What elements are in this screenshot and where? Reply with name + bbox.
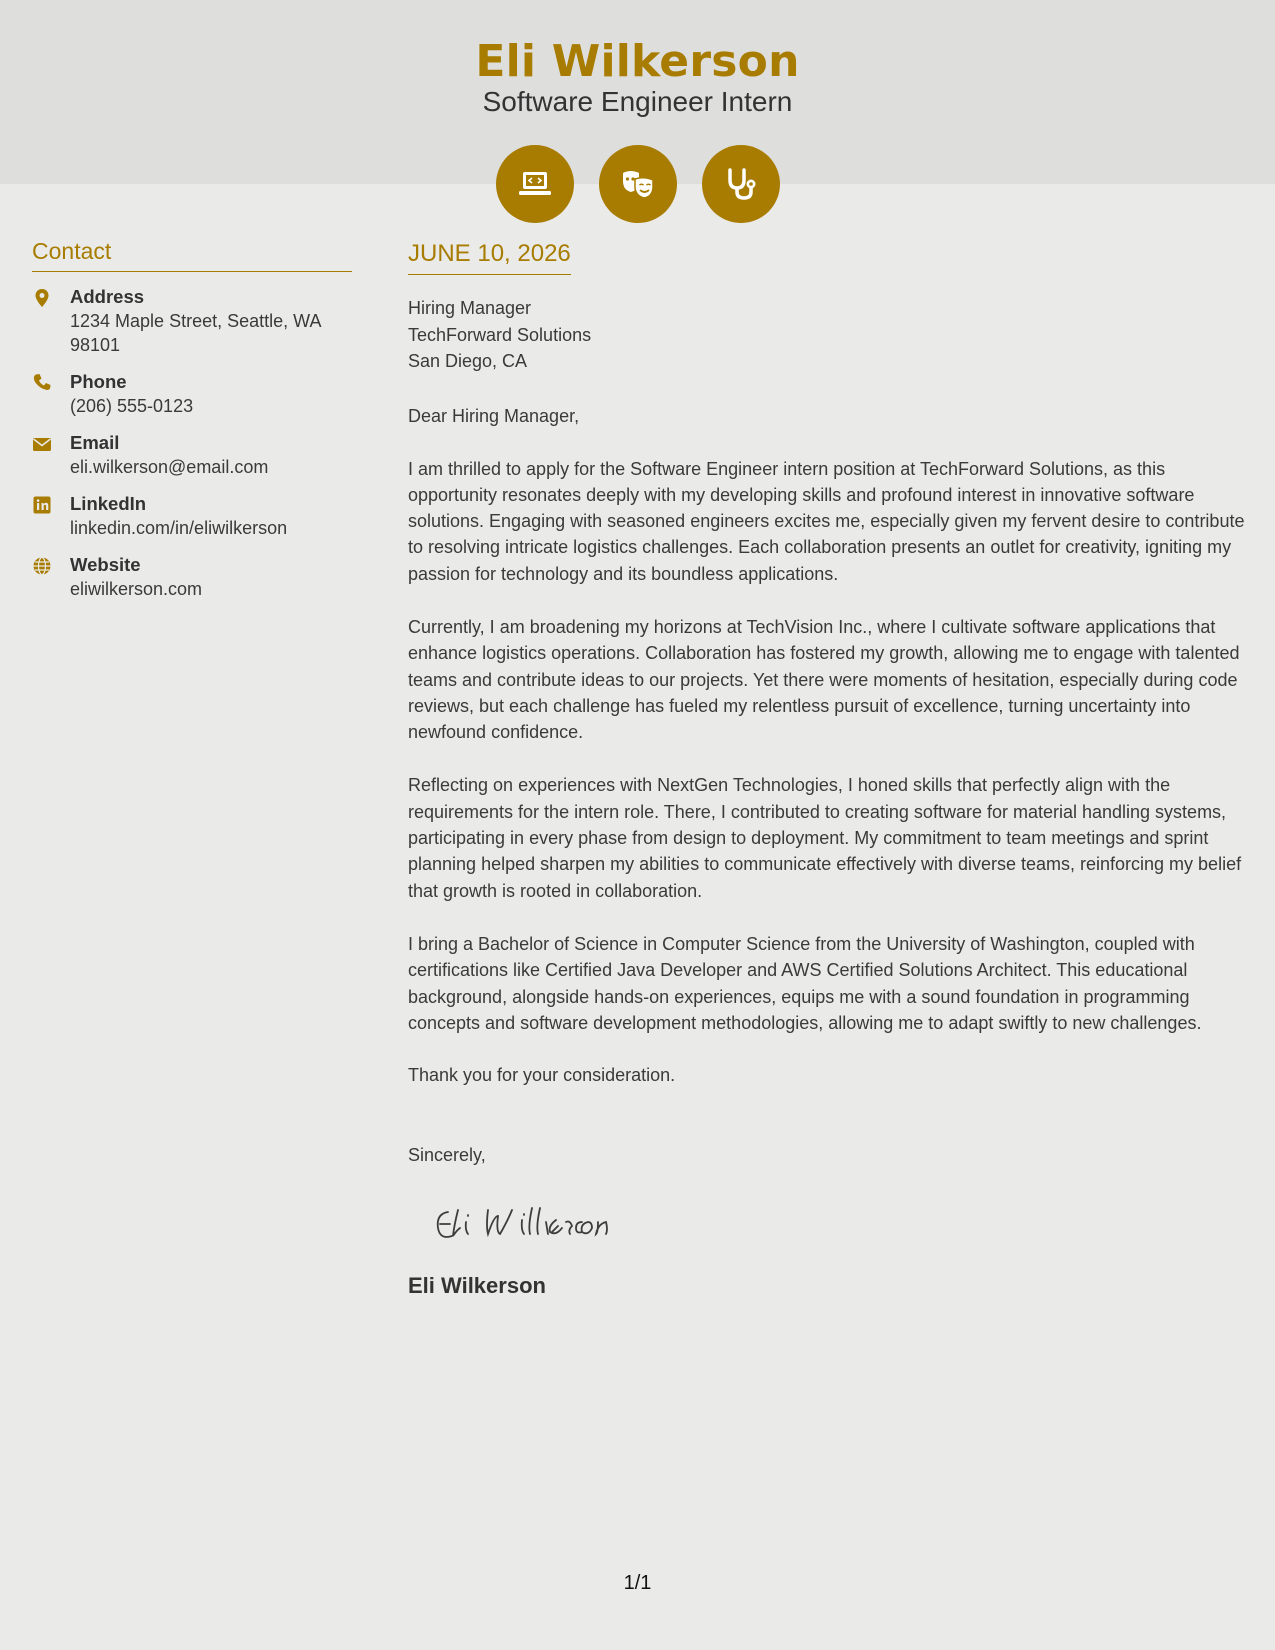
recipient-line: San Diego, CA [408, 351, 528, 371]
letter-paragraph: I bring a Bachelor of Science in Computer Science from the University of Washington, coupled with certifications like Certified Java Developer and AWS Certified Solutions Architect. This educational background, alongside hands-on experiences, equips me with a sound foundation in programming concepts and software development methodologies, allowing me to adapt swiftly to new challenges. [408, 933, 1202, 1033]
badge-stethoscope [702, 145, 780, 223]
globe-icon [32, 553, 70, 601]
closing-line: Thank you for your consideration. [408, 1065, 676, 1086]
stethoscope-icon [721, 164, 761, 204]
badge-masks [599, 145, 677, 223]
linkedin-label: LinkedIn [70, 493, 147, 514]
email-label: Email [70, 432, 120, 453]
interest-badges [0, 145, 1275, 223]
contact-phone [32, 370, 352, 418]
envelope-icon [32, 431, 70, 479]
address-label: Address [70, 286, 145, 307]
contact-email [32, 431, 352, 479]
phone-icon [32, 370, 70, 418]
linkedin-icon [32, 492, 70, 540]
handwritten-signature [430, 1198, 670, 1254]
linkedin-value[interactable]: linkedin.com/in/eliwilkerson [70, 518, 288, 538]
letter-body [408, 240, 1253, 1299]
page-number: 1/1 [623, 1572, 652, 1594]
sign-off: Sincerely, [408, 1145, 486, 1166]
letter-paragraph: Currently, I am broadening my horizons at TechVision Inc., where I cultivate software applications that enhance logistics operations. Collaboration has fostered my growth, allowing me to engage with talented teams and contribute ideas to our projects. Yet there were moments of hesitation, especially during code reviews, but each challenge has fueled my relentless pursuit of excellence, turning uncertainty into newfound confidence. [408, 616, 1240, 743]
badge-laptop [496, 145, 574, 223]
salutation: Dear Hiring Manager, [408, 405, 580, 426]
contact-heading: Contact [32, 238, 352, 272]
applicant-role: Software Engineer Intern [482, 86, 793, 117]
contact-address [32, 285, 352, 357]
website-label: Website [70, 554, 141, 575]
recipient-block [408, 295, 1253, 375]
email-value[interactable]: eli.wilkerson@email.com [70, 457, 269, 477]
recipient-line: Hiring Manager [408, 298, 532, 318]
recipient-line: TechForward Solutions [408, 324, 592, 345]
phone-value: (206) 555-0123 [70, 396, 194, 416]
map-pin-icon [32, 285, 70, 357]
contact-sidebar [32, 238, 352, 601]
address-value: 1234 Maple Street, Seattle, WA 98101 [70, 311, 321, 355]
phone-label: Phone [70, 371, 127, 392]
letter-paragraph: Reflecting on experiences with NextGen Technologies, I honed skills that perfectly align with the requirements for the intern role. There, I contributed to creating software for material handling systems, participating in every phase from design to deployment. My commitment to team meetings and sprint planning helped sharpen my abilities to communicate effectively with diverse teams, reinforcing my belief that growth is rooted in collaboration. [408, 775, 1242, 901]
contact-linkedin [32, 492, 352, 540]
contact-website [32, 553, 352, 601]
laptop-code-icon [515, 164, 555, 204]
letter-date: JUNE 10, 2026 [408, 240, 571, 275]
theater-masks-icon [618, 164, 658, 204]
letter-paragraph: I am thrilled to apply for the Software Engineer intern position at TechForward Solutions, as this opportunity resonates deeply with my developing skills and profound interest in innovative software solutions. Engaging with seasoned engineers excites me, especially given my fervent desire to contribute to resolving intricate logistics challenges. Each collaboration presents an outlet for creativity, igniting my passion for technology and its boundless applications. [408, 458, 1245, 584]
signed-name: Eli Wilkerson [408, 1273, 546, 1299]
website-value[interactable]: eliwilkerson.com [70, 579, 203, 599]
applicant-name: Eli Wilkerson [475, 36, 800, 87]
